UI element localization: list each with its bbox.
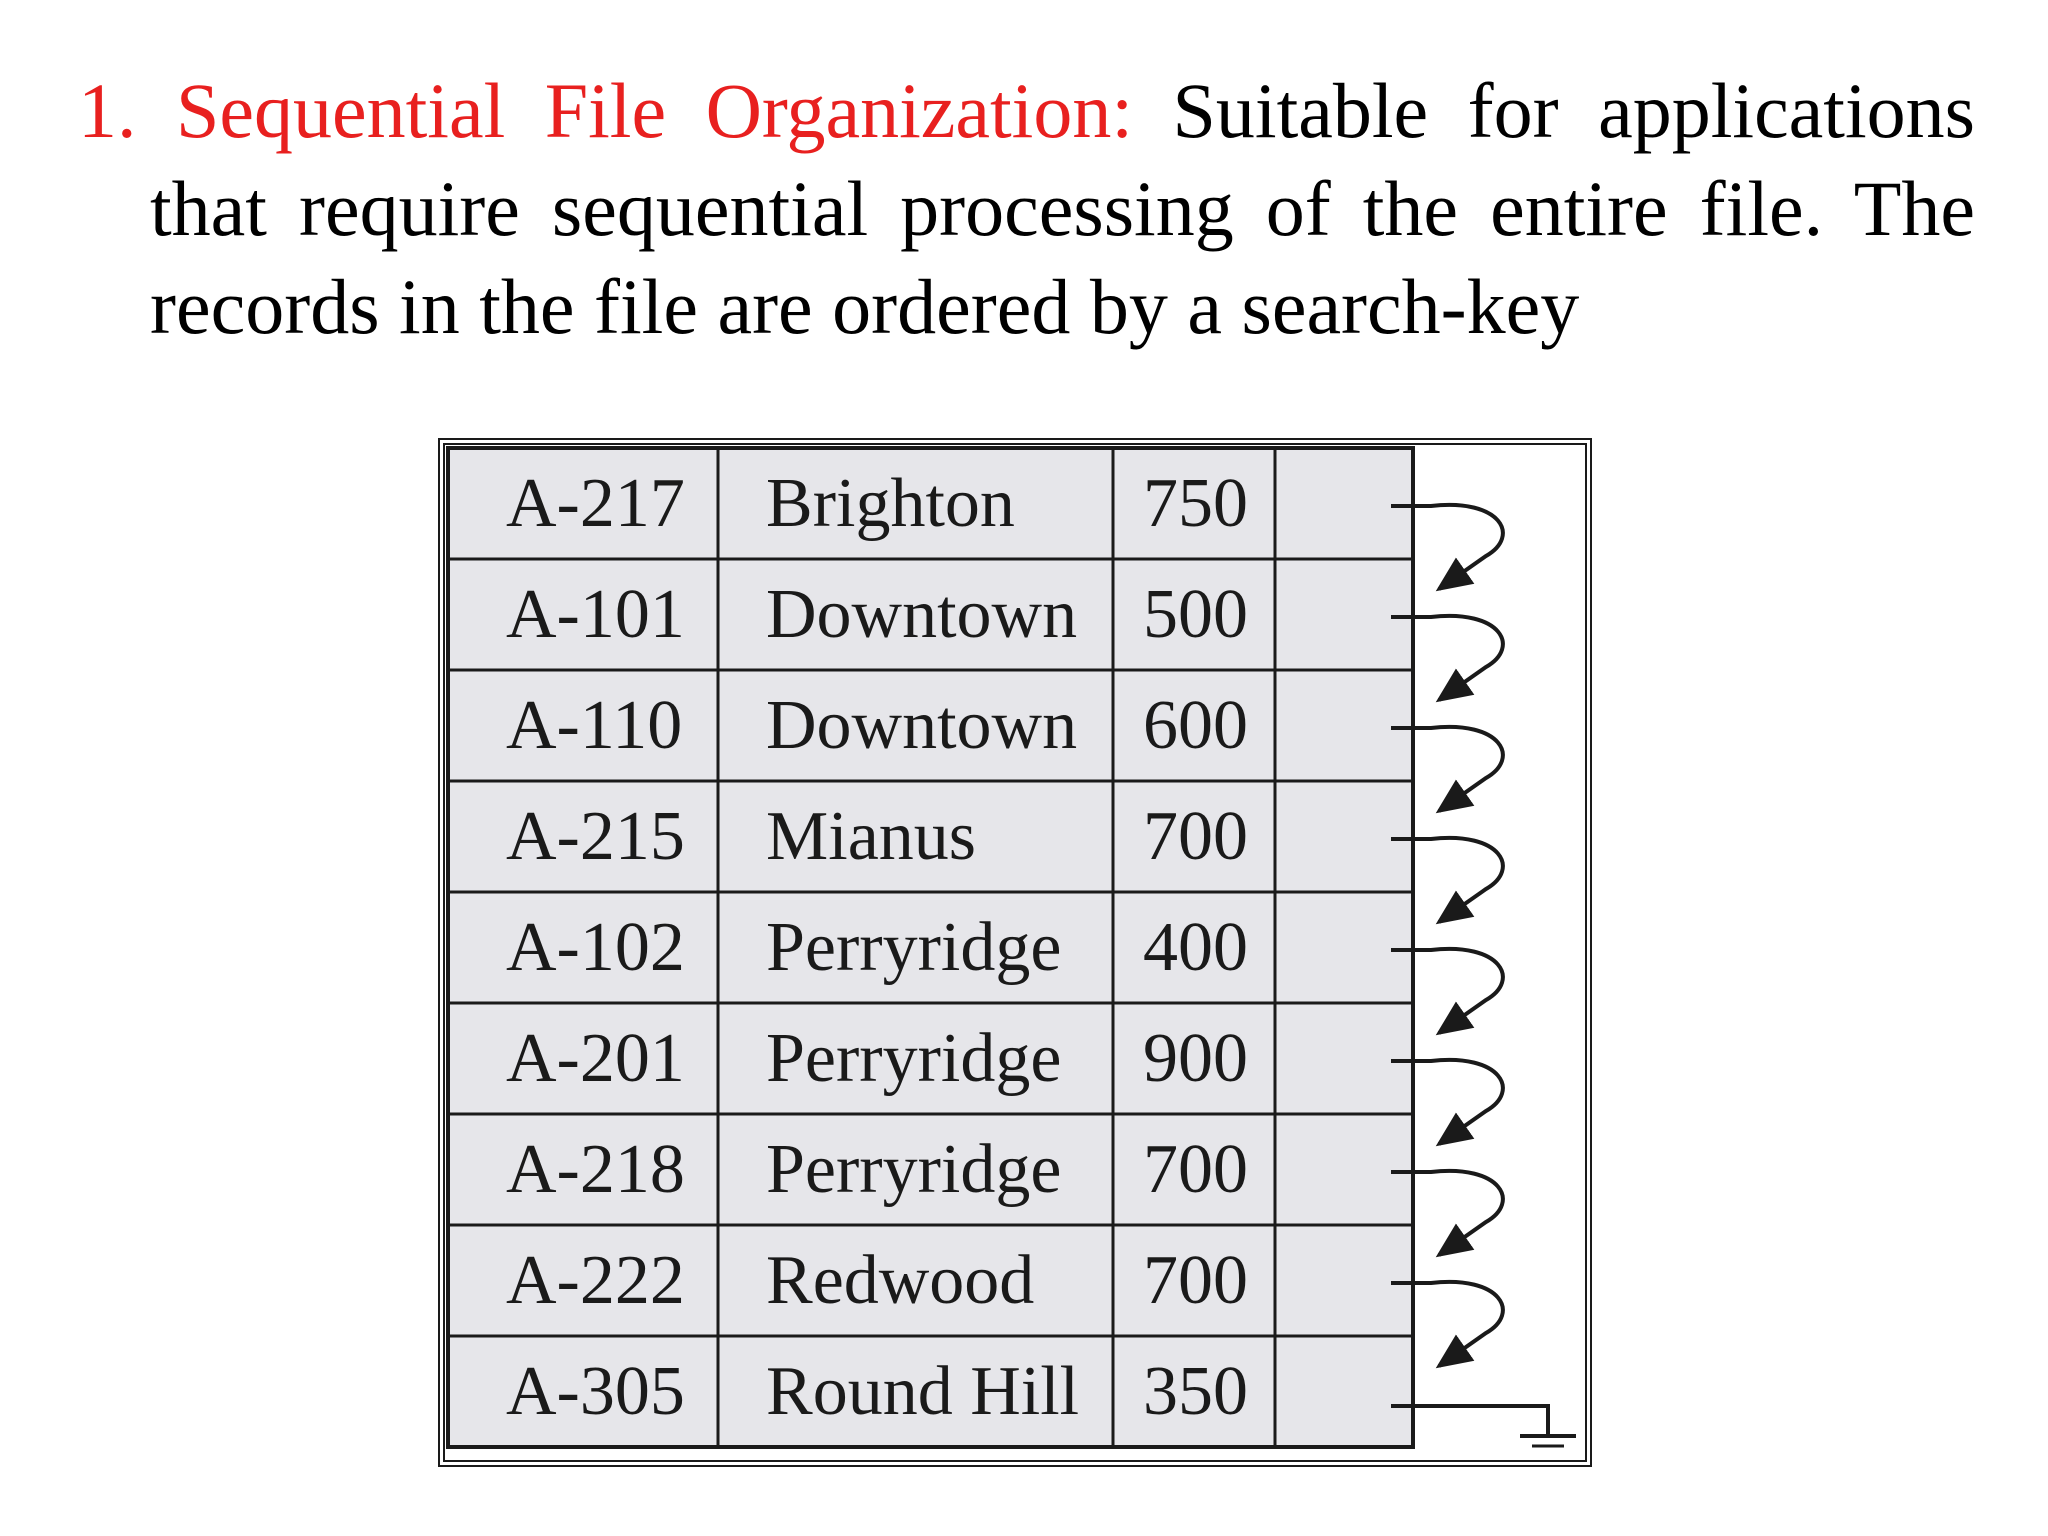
record-chain-diagram (438, 438, 1593, 1468)
cell-account: A-101 (506, 576, 685, 653)
cell-balance: 900 (1143, 1020, 1248, 1097)
cell-account: A-110 (506, 687, 683, 764)
heading-paragraph (78, 62, 1976, 356)
cell-account: A-102 (506, 909, 685, 986)
cell-balance: 500 (1143, 576, 1248, 653)
cell-balance: 700 (1143, 1242, 1248, 1319)
cell-balance: 400 (1143, 909, 1248, 986)
cell-balance: 700 (1143, 1131, 1248, 1208)
sequential-file-figure (438, 438, 1593, 1468)
heading-title: Sequential File Organization: (176, 67, 1134, 154)
cell-branch: Perryridge (766, 1131, 1062, 1208)
cell-account: A-222 (506, 1242, 685, 1319)
cell-branch: Round Hill (766, 1353, 1080, 1430)
cell-branch: Perryridge (766, 1020, 1062, 1097)
cell-balance: 700 (1143, 798, 1248, 875)
heading-number: 1. (78, 67, 137, 154)
cell-account: A-217 (506, 465, 685, 542)
cell-account: A-305 (506, 1353, 685, 1430)
cell-balance: 350 (1143, 1353, 1248, 1430)
cell-balance: 600 (1143, 687, 1248, 764)
cell-branch: Perryridge (766, 909, 1062, 986)
cell-branch: Redwood (766, 1242, 1035, 1319)
cell-balance: 750 (1143, 465, 1248, 542)
cell-branch: Downtown (766, 687, 1078, 764)
heading-body: Suitable for applications that require sequential processing of the entire file. The records in the file are ordered by a search-key (150, 67, 1976, 350)
cell-branch: Brighton (766, 465, 1015, 542)
cell-account: A-215 (506, 798, 685, 875)
cell-branch: Mianus (766, 798, 976, 875)
cell-branch: Downtown (766, 576, 1078, 653)
cell-account: A-218 (506, 1131, 685, 1208)
cell-account: A-201 (506, 1020, 685, 1097)
